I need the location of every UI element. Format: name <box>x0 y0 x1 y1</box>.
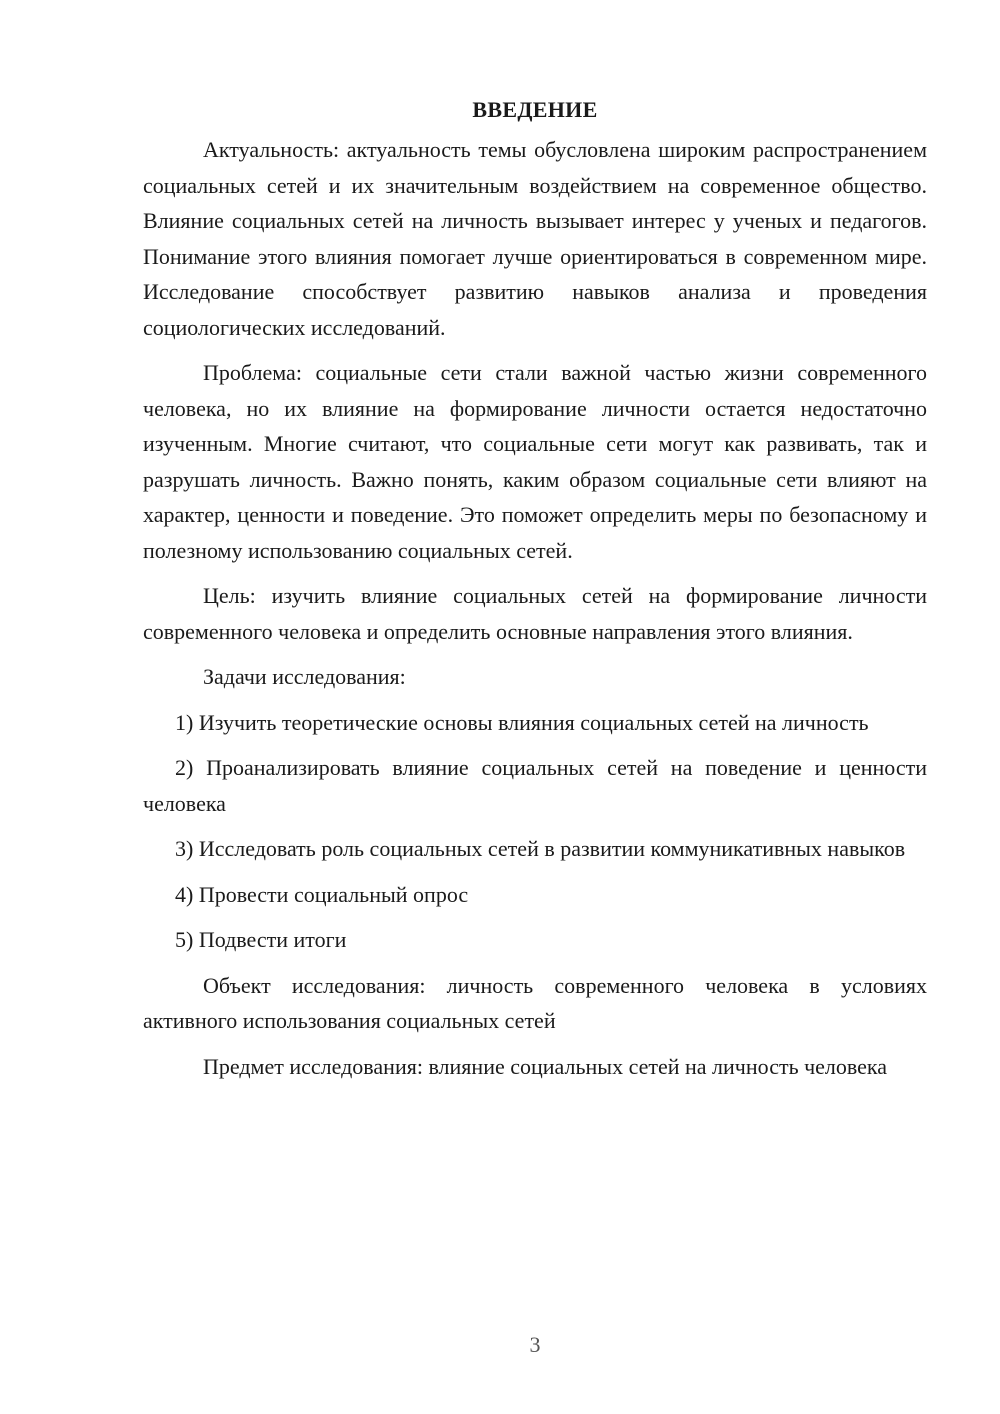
relevance-paragraph: Актуальность: актуальность темы обусловлена широким распространением социальных сетей и их значительным воздействием на современное общество. Влияние социальных сетей на личность вызывает интерес у ученых и педагогов. Понимание этого влияния помогает лучше ориентироваться в современном мире. Исследование способствует развитию навыков анализа и проведения социологических исследований. <box>143 137 927 340</box>
task-item-3: 3) Исследовать роль социальных сетей в развитии коммуникативных навыков <box>175 836 906 861</box>
tasks-heading: Задачи исследования: <box>203 664 406 689</box>
task-item-2: 2) Проанализировать влияние социальных сетей на поведение и ценности человека <box>143 755 927 816</box>
task-item-1: 1) Изучить теоретические основы влияния социальных сетей на личность <box>175 709 869 735</box>
tasks-list <box>143 705 927 958</box>
document-page <box>143 92 927 1094</box>
page-number: 3 <box>529 1332 541 1357</box>
subject-paragraph: Предмет исследования: влияние социальных сетей на личность человека <box>203 1053 888 1079</box>
goal-paragraph: Цель: изучить влияние социальных сетей на формирование личности современного человека и определить основные направления этого влияния. <box>143 583 927 644</box>
problem-paragraph: Проблема: социальные сети стали важной частью жизни современного человека, но их влияние на формирование личности остается недостаточно изученным. Многие считают, что социальные сети могут как развивать, так и разрушать личность. Важно понять, каким образом социальные сети влияют на характер, ценности и поведение. Это поможет определить меры по безопасному и полезному использованию социальных сетей. <box>143 360 927 563</box>
task-item-4: 4) Провести социальный опрос <box>175 881 469 907</box>
page-title: ВВЕДЕНИЕ <box>472 97 598 122</box>
object-paragraph: Объект исследования: личность современного человека в условиях активного использования социальных сетей <box>143 972 927 1033</box>
task-item-5: 5) Подвести итоги <box>175 927 347 952</box>
